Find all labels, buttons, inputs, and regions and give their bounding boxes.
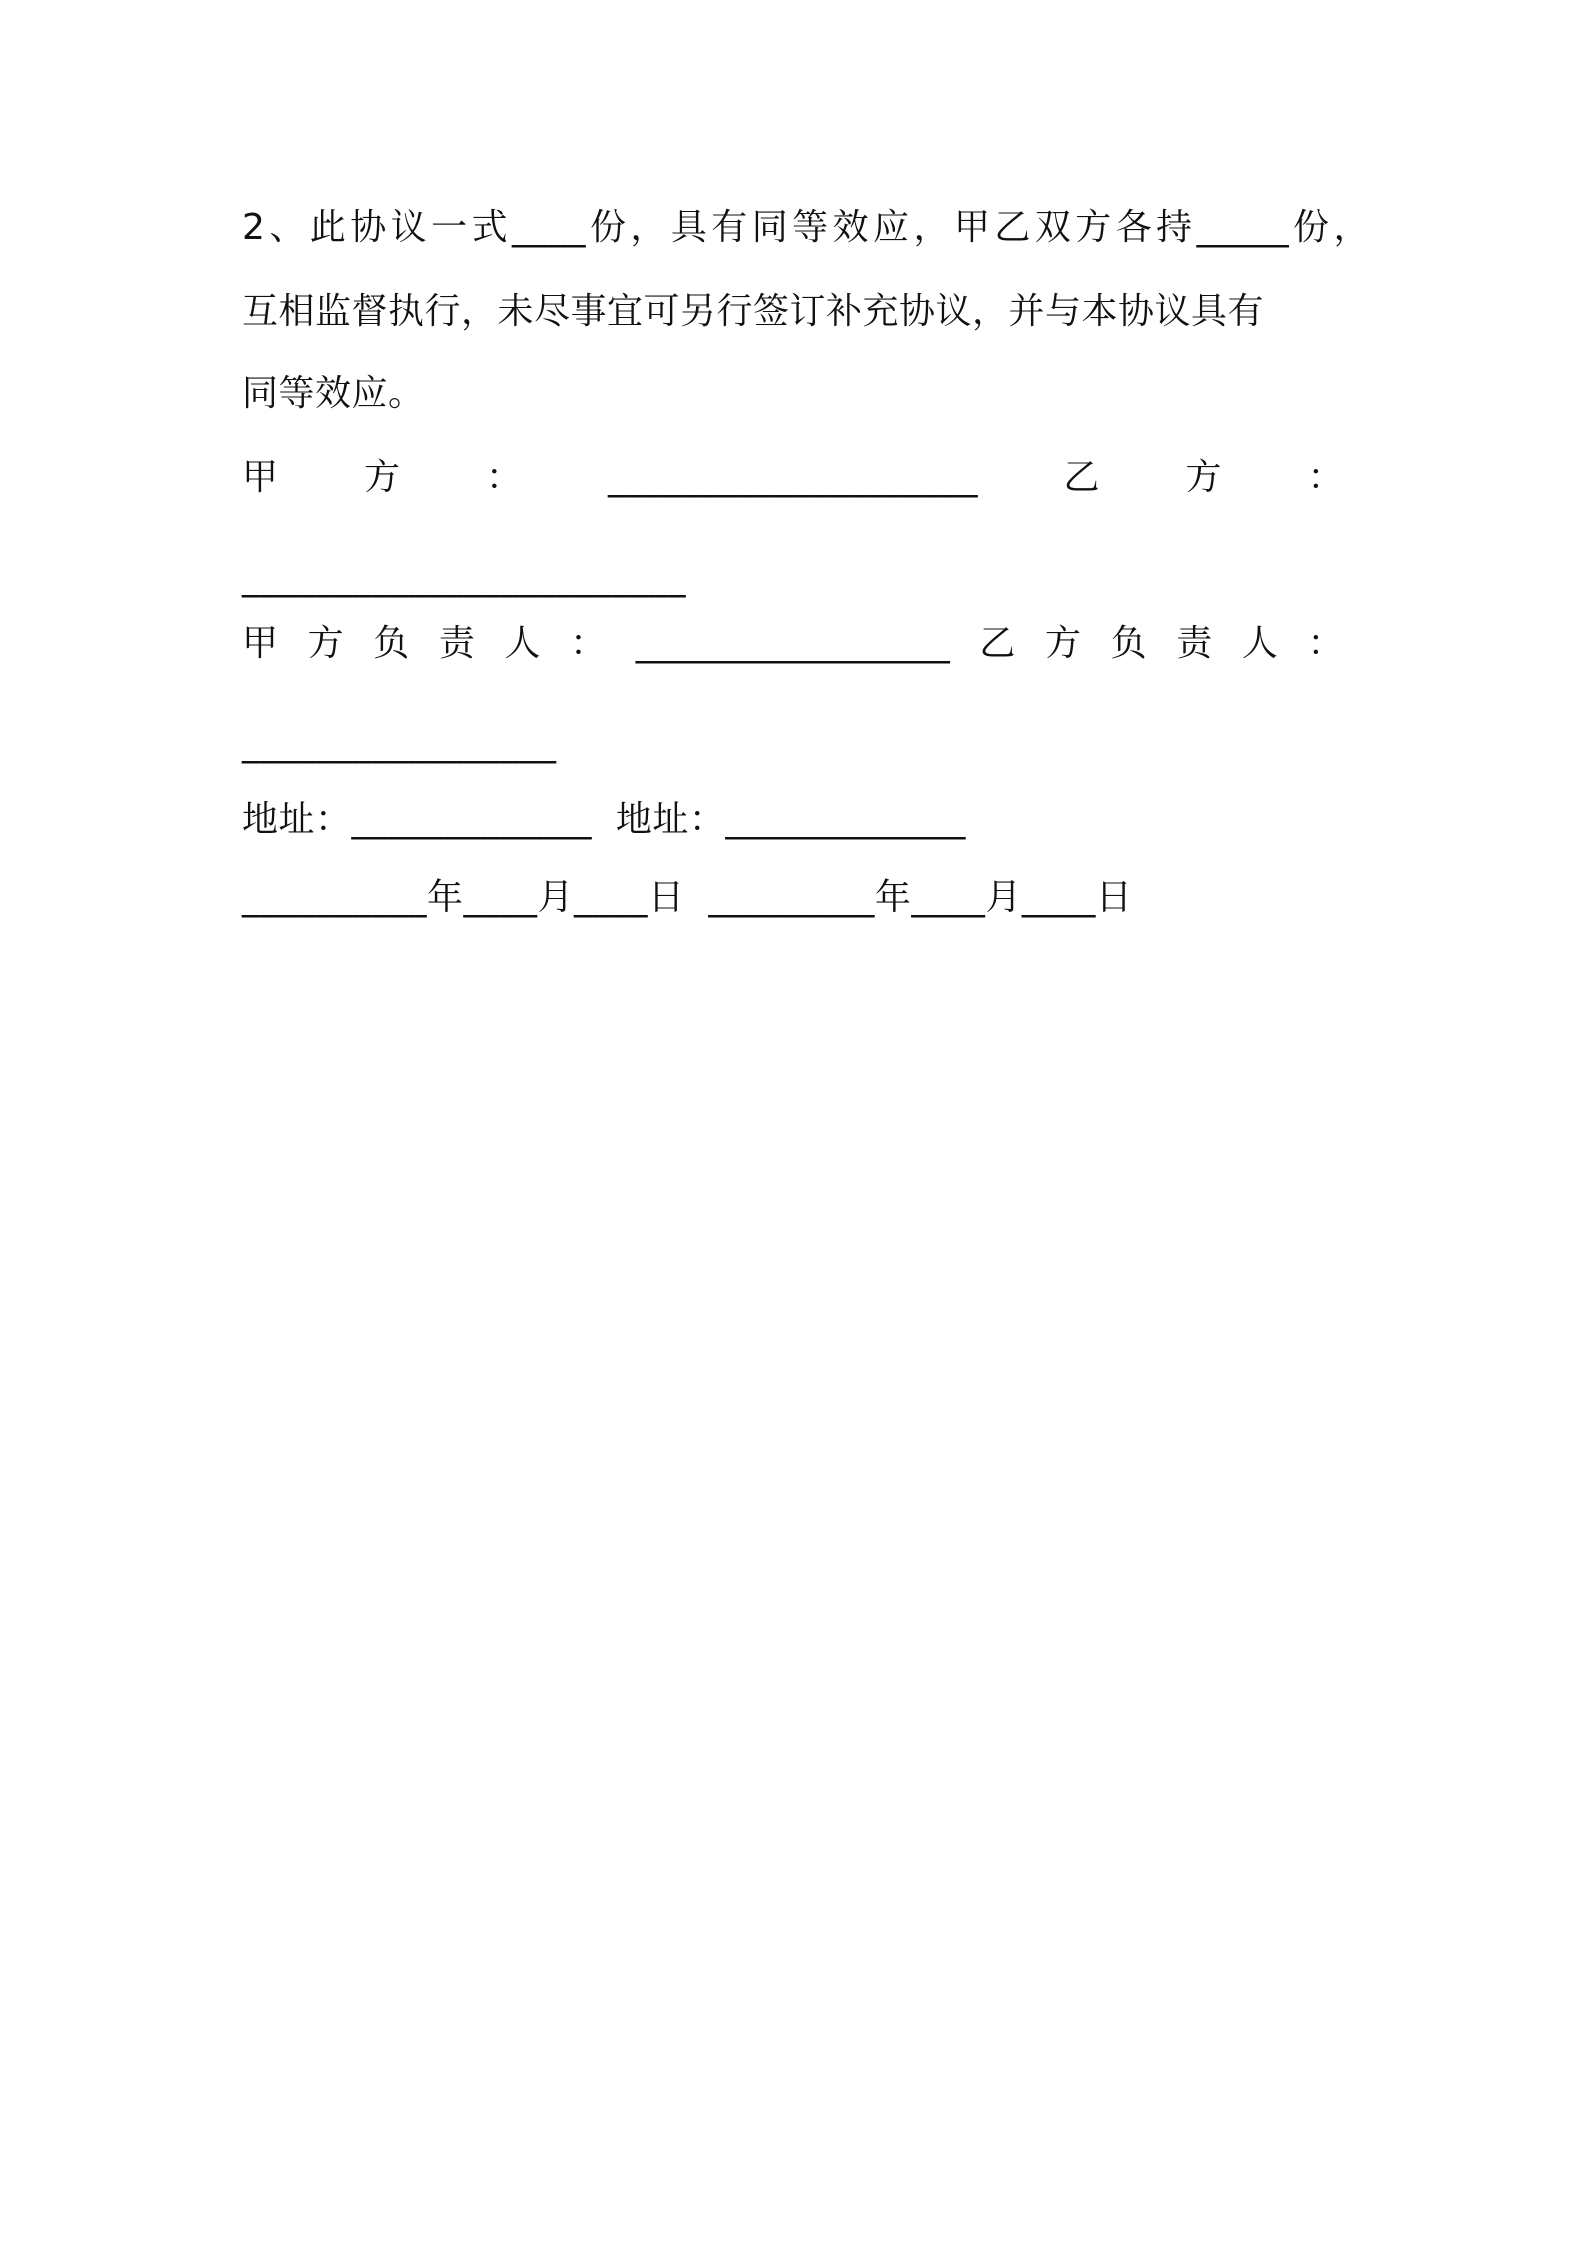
rep-b-char-5: 人 — [1241, 623, 1279, 664]
rep-b-colon: ： — [1307, 623, 1344, 664]
party-row — [242, 456, 1344, 500]
rep-b-char-2: 方 — [1044, 623, 1082, 664]
paragraph-line-3: 同等效应。 — [242, 373, 425, 414]
rep-a-char-1: 甲 — [242, 623, 279, 664]
rep-a-char-2: 方 — [307, 623, 345, 664]
rep-b-char-1: 乙 — [979, 623, 1016, 664]
party-a-colon: ： — [486, 457, 523, 498]
rep-a-char-5: 人 — [504, 623, 542, 664]
rep-a-char-4: 责 — [438, 623, 476, 664]
rep-a-colon: ： — [570, 623, 607, 664]
rep-a-blank: _________________ — [635, 623, 951, 664]
party-b-colon: ： — [1307, 457, 1344, 498]
representative-row — [242, 622, 1344, 666]
party-b-char-1: 乙 — [1063, 457, 1100, 498]
party-a-blank: ____________________ — [608, 457, 978, 498]
rep-b-char-3: 负 — [1110, 623, 1148, 664]
party-a-char-2: 方 — [364, 457, 401, 498]
rep-b-blank: _________________ — [242, 723, 557, 764]
rep-a-char-3: 负 — [373, 623, 410, 664]
paragraph-line-1: 2、此协议一式____份，具有同等效应，甲乙双方各持_____份， — [242, 207, 1370, 248]
date-line: __________年____月____日 _________年____月____日 — [242, 877, 1133, 918]
paragraph-line-2: 互相监督执行，未尽事宜可另行签订补充协议，并与本协议具有 — [242, 291, 1265, 332]
rep-b-char-4: 责 — [1176, 623, 1213, 664]
party-b-blank: ________________________ — [242, 557, 686, 598]
party-a-char-1: 甲 — [242, 457, 279, 498]
party-b-char-2: 方 — [1185, 457, 1222, 498]
address-line: 地址：_____________ 地址：_____________ — [242, 799, 966, 840]
